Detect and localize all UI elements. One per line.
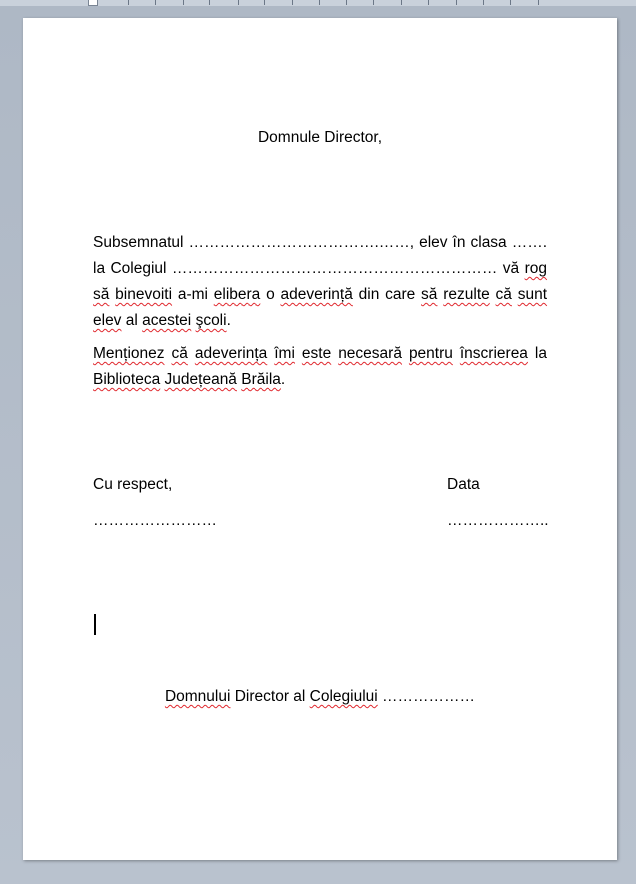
date-label: Data [447, 476, 480, 493]
ruler-tick [346, 0, 347, 5]
spellcheck-word: adeverință [280, 286, 353, 303]
text-run: Subsemnatul ……………………………….……, elev în clasa ……. la Colegiul ……………………………………………………… vă [93, 234, 547, 277]
spellcheck-word: Menționez [93, 345, 165, 362]
text-run: . [280, 371, 286, 388]
spellcheck-word: Județeană [164, 371, 237, 388]
spellcheck-word: elibera [213, 286, 261, 303]
ruler-tick [510, 0, 511, 5]
text-run [402, 345, 409, 362]
text-cursor [94, 614, 96, 635]
ruler-tick [155, 0, 156, 5]
date-placeholder: ……………….. [447, 512, 549, 529]
ruler-tick [373, 0, 374, 5]
ruler-tick [483, 0, 484, 5]
spellcheck-word: să [421, 286, 438, 303]
text-run: Director al [230, 688, 310, 705]
spellcheck-word: acestei [142, 312, 192, 329]
spellcheck-word: înscrierea [459, 345, 528, 362]
spellcheck-word: rog [524, 260, 547, 277]
ruler-tick [209, 0, 210, 5]
request-paragraph [93, 230, 547, 334]
ruler-tick [538, 0, 539, 5]
ruler-tick [401, 0, 402, 5]
purpose-paragraph [93, 341, 547, 393]
text-run: al [121, 312, 143, 329]
text-run [453, 345, 460, 362]
ruler-tick [128, 0, 129, 5]
spellcheck-word: că [495, 286, 512, 303]
text-run [165, 345, 172, 362]
spellcheck-word: elev [93, 312, 122, 329]
text-run [295, 345, 302, 362]
addressee-line [23, 684, 617, 710]
spellcheck-word: Biblioteca [93, 371, 161, 388]
text-run: . [226, 312, 231, 329]
text-run: din care [352, 286, 422, 303]
spellcheck-word: că [171, 345, 188, 362]
spellcheck-word: Colegiului [309, 688, 378, 705]
text-run: a-mi [172, 286, 214, 303]
greeting-line: Domnule Director, [257, 129, 383, 146]
text-run [188, 345, 195, 362]
ruler-tick [292, 0, 293, 5]
text-run: ……………… [377, 688, 476, 705]
ruler-tick [264, 0, 265, 5]
text-run: la [527, 345, 547, 362]
spellcheck-word: adeverința [194, 345, 268, 362]
ruler-tick [456, 0, 457, 5]
spellcheck-word: îmi [274, 345, 295, 362]
signature-placeholder: …………………… [93, 512, 217, 529]
spellcheck-word: Brăila [241, 371, 281, 388]
spellcheck-word: şcoli [195, 312, 227, 329]
ruler-tick [238, 0, 239, 5]
closing-text: Cu respect, [93, 476, 173, 493]
spellcheck-word: binevoiti [115, 286, 173, 303]
spellcheck-word: Domnului [164, 688, 231, 705]
text-run: o [260, 286, 281, 303]
ruler-tick [183, 0, 184, 5]
spellcheck-word: pentru [408, 345, 453, 362]
spellcheck-word: sunt [517, 286, 548, 303]
horizontal-ruler[interactable] [0, 0, 636, 6]
ruler-tick [319, 0, 320, 5]
indent-marker-icon[interactable] [88, 0, 98, 6]
spellcheck-word: rezulte [443, 286, 490, 303]
spellcheck-word: să [93, 286, 110, 303]
document-page[interactable] [23, 18, 617, 860]
spellcheck-word: este [301, 345, 332, 362]
spellcheck-word: necesară [338, 345, 402, 362]
ruler-tick [428, 0, 429, 5]
